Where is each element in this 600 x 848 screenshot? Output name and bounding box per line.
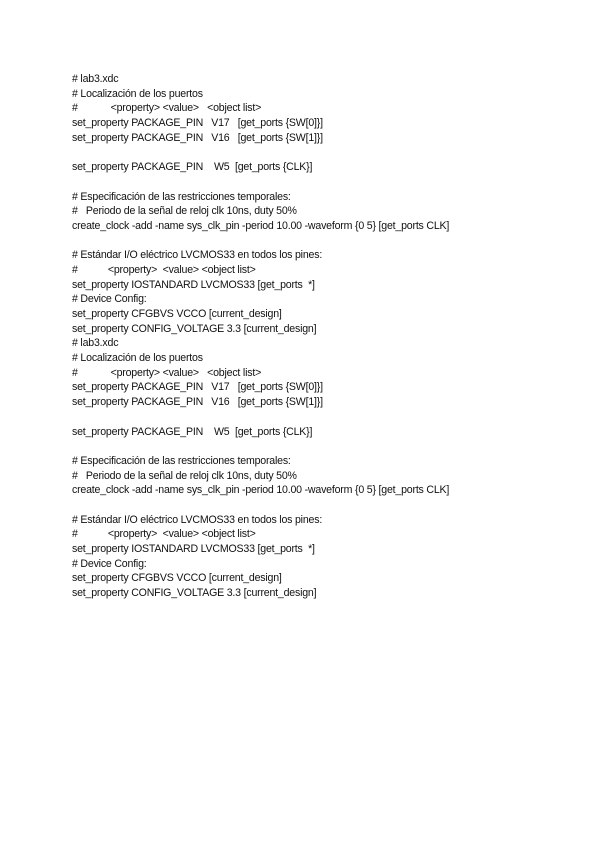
code-line: set_property IOSTANDARD LVCMOS33 [get_ports *] xyxy=(72,278,315,291)
comment-line: # <property> <value> <object list> xyxy=(72,102,262,115)
code-line: set_property PACKAGE_PIN W5 [get_ports {CLK}] xyxy=(72,425,313,438)
comment-line: # Especificación de las restricciones temporales: xyxy=(72,454,291,467)
comment-line: # Estándar I/O eléctrico LVCMOS33 en todos los pines: xyxy=(72,249,323,262)
blank-line xyxy=(72,410,449,425)
comment-line: # Estándar I/O eléctrico LVCMOS33 en todos los pines: xyxy=(72,513,323,526)
comment-line: # lab3.xdc xyxy=(72,337,119,350)
comment-line: # Periodo de la señal de reloj clk 10ns, duty 50% xyxy=(72,205,297,218)
code-line: create_clock -add -name sys_clk_pin -period 10.00 -waveform {0 5} [get_ports CLK] xyxy=(72,484,450,497)
code-line: set_property CONFIG_VOLTAGE 3.3 [current_design] xyxy=(72,322,317,335)
blank-line xyxy=(72,175,449,190)
blank-line xyxy=(72,498,449,513)
document-body xyxy=(72,72,449,601)
comment-line: # Localización de los puertos xyxy=(72,87,203,100)
blank-line xyxy=(72,439,449,454)
blank-line xyxy=(72,145,449,160)
code-line: set_property CFGBVS VCCO [current_design] xyxy=(72,308,282,320)
code-line: set_property PACKAGE_PIN V16 [get_ports {SW[1]}] xyxy=(72,131,323,144)
code-line: set_property CFGBVS VCCO [current_design] xyxy=(72,572,282,585)
code-line: set_property PACKAGE_PIN W5 [get_ports {CLK}] xyxy=(72,161,313,174)
code-line: create_clock -add -name sys_clk_pin -period 10.00 -waveform {0 5} [get_ports CLK] xyxy=(72,219,450,232)
code-line: set_property PACKAGE_PIN V17 [get_ports {SW[0]}] xyxy=(72,117,323,130)
code-line: set_property PACKAGE_PIN V17 [get_ports {SW[0]}] xyxy=(72,381,323,394)
comment-line: # Device Config: xyxy=(72,293,147,306)
comment-line: # lab3.xdc xyxy=(72,73,119,85)
comment-line: # Device Config: xyxy=(72,557,147,570)
code-line: set_property IOSTANDARD LVCMOS33 [get_ports *] xyxy=(72,543,315,555)
comment-line: # Localización de los puertos xyxy=(72,352,203,365)
comment-line: # <property> <value> <object list> xyxy=(72,528,256,541)
blank-line xyxy=(72,234,449,249)
comment-line: # <property> <value> <object list> xyxy=(72,263,256,276)
comment-line: # <property> <value> <object list> xyxy=(72,366,262,379)
code-line: set_property PACKAGE_PIN V16 [get_ports {SW[1]}] xyxy=(72,396,323,409)
comment-line: # Especificación de las restricciones temporales: xyxy=(72,190,291,203)
comment-line: # Periodo de la señal de reloj clk 10ns, duty 50% xyxy=(72,469,297,482)
code-line: set_property CONFIG_VOLTAGE 3.3 [current_design] xyxy=(72,587,317,600)
